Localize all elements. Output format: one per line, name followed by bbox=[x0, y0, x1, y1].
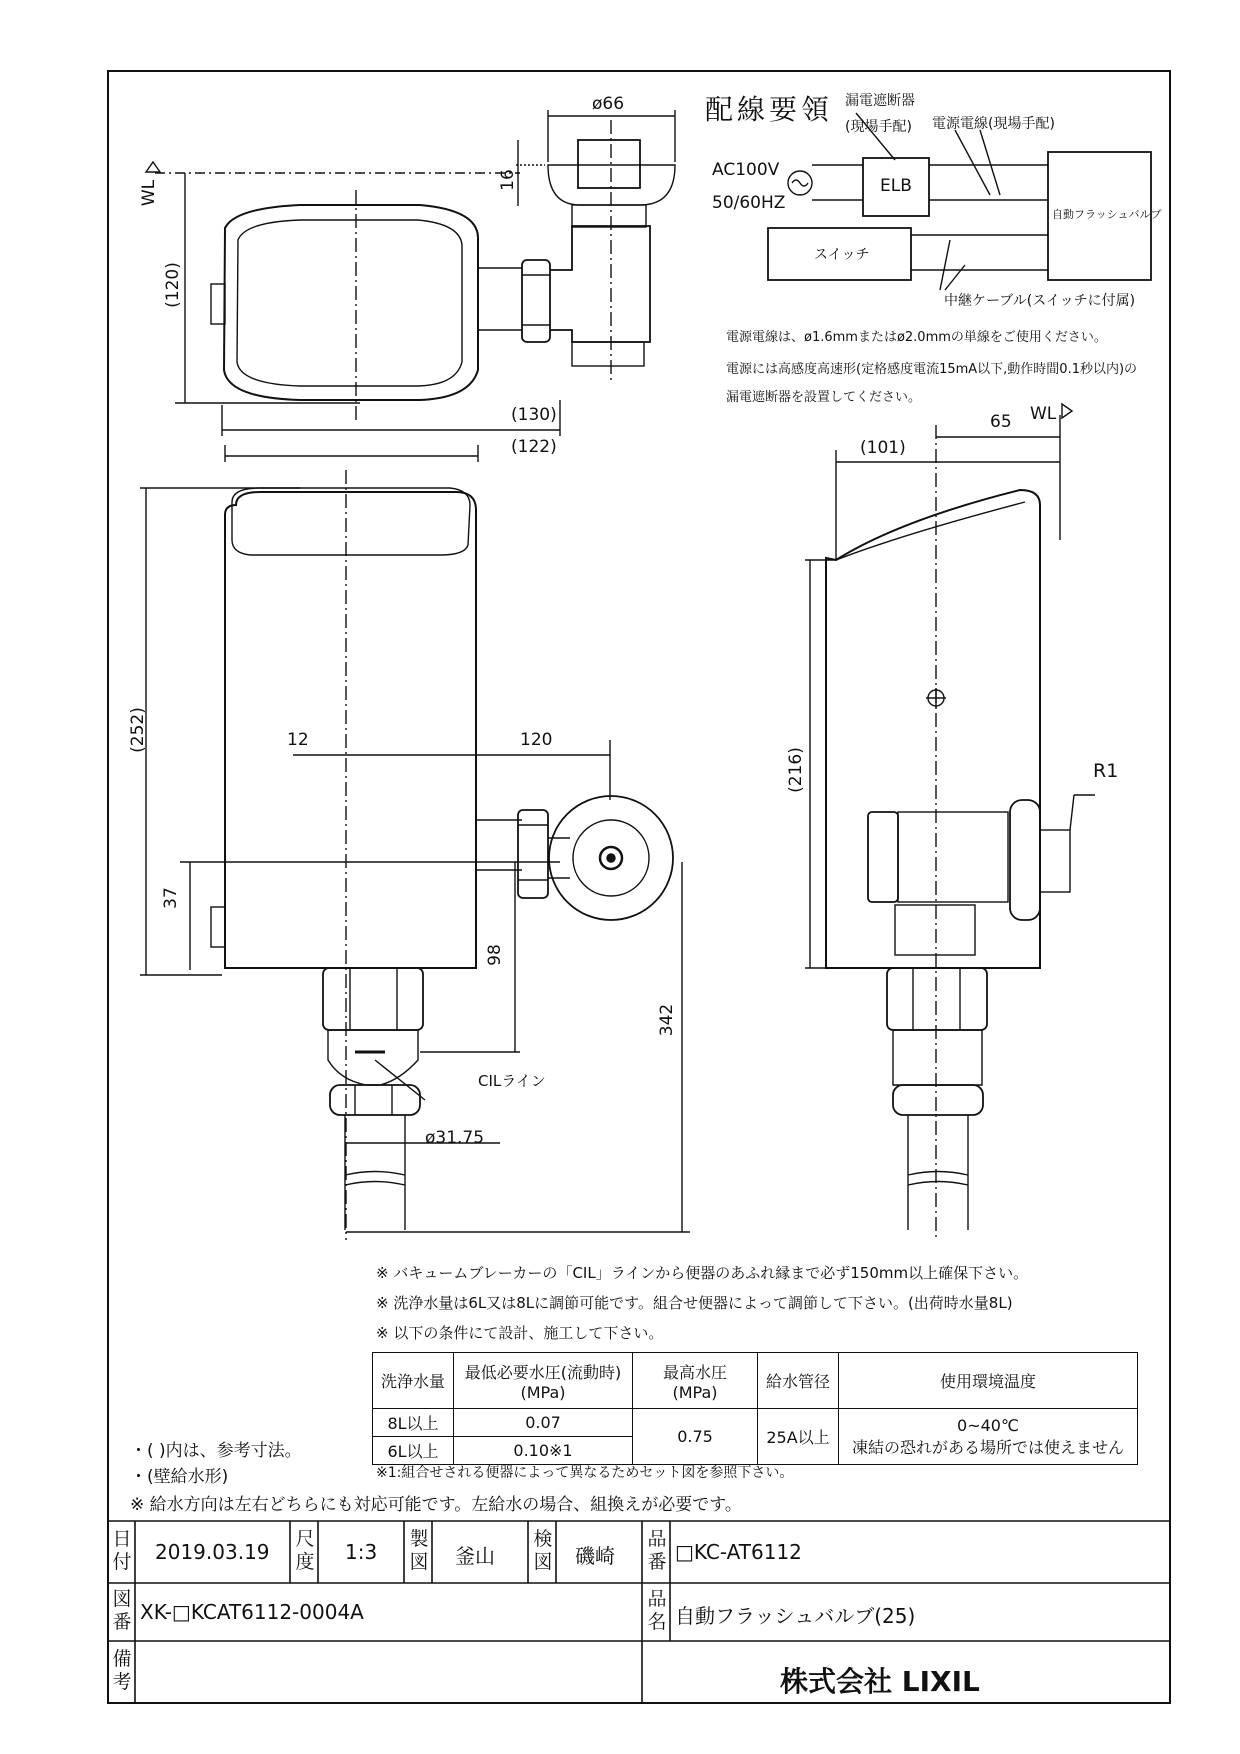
dim-diameter-66: ø66 bbox=[592, 94, 625, 114]
dim-98: 98 bbox=[484, 944, 505, 966]
note-supply-direction: ※ 給水方向は左右どちらにも対応可能です。左給水の場合、組換えが必要です。 bbox=[130, 1495, 742, 1515]
note-wall-supply: ・(壁給水形) bbox=[130, 1467, 229, 1487]
supply-voltage: AC100V bbox=[712, 160, 780, 180]
wiring-note-3: 漏電遮断器を設置してください。 bbox=[726, 390, 922, 405]
dim-120-vertical: (120) bbox=[162, 262, 183, 308]
label-remarks: 備考 bbox=[112, 1648, 132, 1693]
power-cable-label: 電源電線(現場手配) bbox=[932, 116, 1055, 132]
row1-min-pressure: 0.07 bbox=[454, 1409, 633, 1437]
valve-box-label: 自動フラッシュバルブ bbox=[1052, 208, 1162, 221]
label-drawn: 製図 bbox=[409, 1528, 429, 1573]
wiring-title: 配線要領 bbox=[705, 93, 834, 126]
label-drawing-no: 図番 bbox=[112, 1588, 132, 1633]
dim-252: (252) bbox=[127, 707, 148, 753]
value-scale: 1:3 bbox=[345, 1540, 378, 1564]
top-view bbox=[146, 110, 675, 462]
row2-flush: 6L以上 bbox=[373, 1437, 454, 1465]
dim-216: (216) bbox=[785, 747, 806, 793]
wl-label-top: WL bbox=[139, 179, 160, 207]
label-part-name: 品名 bbox=[647, 1588, 667, 1633]
elb-source-note: (現場手配) bbox=[845, 119, 912, 135]
note-cil-clearance: ※ バキュームブレーカーの「CIL」ラインから便器のあふれ縁まで必ず150mm以上確保下さい。 bbox=[376, 1264, 1029, 1282]
header-min-pressure: 最低必要水圧(流動時) (MPa) bbox=[454, 1353, 633, 1409]
front-view bbox=[140, 470, 690, 1240]
dim-65: 65 bbox=[990, 412, 1012, 432]
wl-label-side: WL bbox=[1030, 404, 1057, 424]
temperature-value: 0~40℃ 凍結の恐れがある場所では使えません bbox=[839, 1409, 1138, 1465]
cil-line-label: CILライン bbox=[478, 1072, 546, 1090]
label-checked: 検図 bbox=[533, 1528, 553, 1573]
dim-120-horizontal: 120 bbox=[520, 730, 553, 750]
dim-diameter-31-75: ø31.75 bbox=[425, 1128, 485, 1148]
pipe-size-value: 25A以上 bbox=[758, 1409, 839, 1465]
value-part-name: 自動フラッシュバルブ(25) bbox=[675, 1604, 916, 1628]
note-combination: ※1:組合せされる便器によって異なるためセット図を参照下さい。 bbox=[376, 1465, 794, 1481]
value-checked: 磯崎 bbox=[575, 1544, 615, 1568]
conditions-table bbox=[372, 1352, 1138, 1465]
dim-12: 12 bbox=[287, 730, 309, 750]
header-temperature: 使用環境温度 bbox=[839, 1353, 1138, 1409]
dim-130: (130) bbox=[511, 405, 557, 425]
dim-16: 16 bbox=[497, 169, 518, 191]
value-drawn: 釜山 bbox=[455, 1544, 495, 1568]
label-date: 日付 bbox=[112, 1528, 132, 1573]
wiring-note-1: 電源電線は、ø1.6mmまたはø2.0mmの単線をご使用ください。 bbox=[726, 330, 1107, 345]
supply-frequency: 50/60HZ bbox=[712, 193, 786, 213]
header-flush-volume: 洗浄水量 bbox=[373, 1353, 454, 1409]
dim-101: (101) bbox=[860, 438, 906, 458]
relay-cable-label: 中継ケーブル(スイッチに付属) bbox=[944, 293, 1136, 309]
dim-r1: R1 bbox=[1093, 760, 1119, 782]
max-pressure-value: 0.75 bbox=[633, 1409, 758, 1465]
dim-37: 37 bbox=[160, 887, 181, 909]
row1-flush: 8L以上 bbox=[373, 1409, 454, 1437]
label-scale: 尺度 bbox=[295, 1528, 315, 1573]
dim-342: 342 bbox=[657, 1003, 678, 1037]
switch-box-label: スイッチ bbox=[814, 247, 870, 263]
label-part-no: 品番 bbox=[647, 1528, 667, 1573]
side-view bbox=[805, 404, 1095, 1240]
company-logo: 株式会社 LIXIL bbox=[780, 1665, 980, 1698]
header-pipe-size: 給水管径 bbox=[758, 1353, 839, 1409]
elb-source-label: 漏電遮断器 bbox=[845, 93, 915, 109]
header-max-pressure: 最高水圧 (MPa) bbox=[633, 1353, 758, 1409]
value-drawing-no: XK-□KCAT6112-0004A bbox=[140, 1600, 364, 1624]
wiring-note-2: 電源には高感度高速形(定格感度電流15mA以下,動作時間0.1秒以内)の bbox=[726, 362, 1138, 377]
value-date: 2019.03.19 bbox=[155, 1540, 270, 1564]
row2-min-pressure: 0.10※1 bbox=[454, 1437, 633, 1465]
note-flush-volume: ※ 洗浄水量は6L又は8Lに調節可能です。組合せ便器によって調節して下さい。(出荷時水量8L) bbox=[376, 1294, 1013, 1312]
elb-box-label: ELB bbox=[880, 176, 912, 196]
dim-122: (122) bbox=[511, 437, 557, 457]
value-part-no: □KC-AT6112 bbox=[675, 1540, 802, 1564]
note-conditions: ※ 以下の条件にて設計、施工して下さい。 bbox=[376, 1324, 664, 1342]
note-reference-dims: ・( )内は、参考寸法。 bbox=[130, 1441, 302, 1461]
